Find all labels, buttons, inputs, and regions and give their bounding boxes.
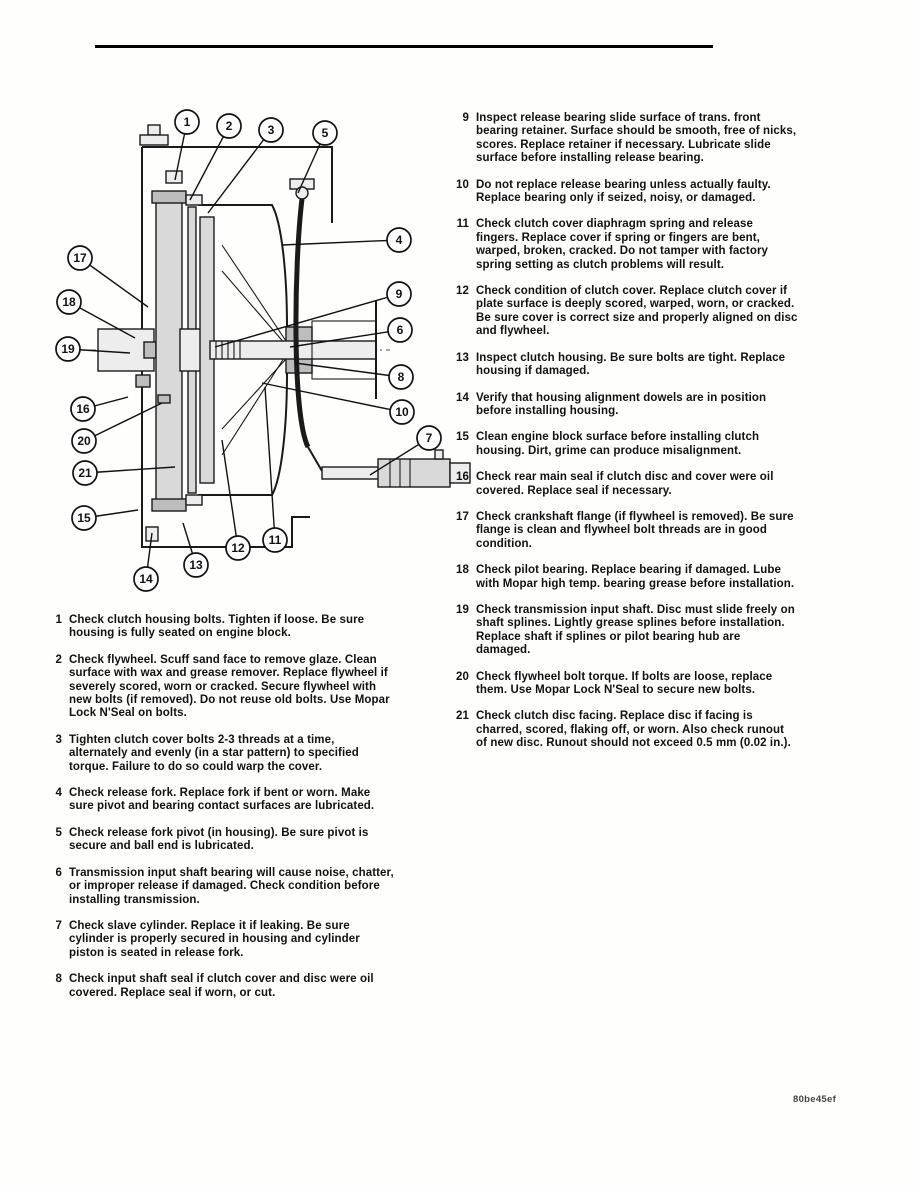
item-text: Inspect release bearing slide surface of trans. front bearing retainer. Surface should be smooth, free of nicks, scores. Replace retainer if necessary. Lubricate slide surface before installing release bearing. — [476, 112, 797, 165]
item-text: Check slave cylinder. Replace it if leaking. Be sure cylinder is properly secured in housing and cylinder piston is seated in release fork. — [69, 919, 360, 959]
housing-top-boss — [140, 135, 168, 145]
figure-reference-code: 80be45ef — [793, 1094, 837, 1105]
item-number: 13 — [456, 351, 469, 364]
callout-number: 10 — [395, 405, 409, 419]
callout-number: 20 — [77, 434, 91, 448]
item-number: 18 — [456, 564, 469, 577]
item-text: Check clutch housing bolts. Tighten if loose. Be sure housing is fully seated on engine block. — [69, 614, 365, 640]
item-number: 5 — [55, 826, 62, 839]
callout-number: 21 — [78, 466, 92, 480]
callout-9 — [215, 282, 411, 347]
callout-number: 13 — [189, 558, 203, 572]
instruction-item-7 — [55, 920, 395, 960]
instruction-item-9 — [456, 112, 798, 166]
item-text: Check rear main seal if clutch disc and cover were oil covered. Replace seal if necessary. — [476, 471, 774, 497]
instruction-item-21 — [456, 710, 798, 750]
item-text: Check input shaft seal if clutch cover and disc were oil covered. Replace seal if worn, or cut. — [69, 973, 374, 999]
callout-15 — [72, 506, 138, 530]
housing-bolt — [166, 171, 182, 183]
callout-1 — [175, 110, 199, 180]
instruction-item-5 — [55, 827, 395, 854]
item-number: 11 — [456, 218, 469, 231]
item-text: Do not replace release bearing unless actually faulty. Replace bearing only if seized, noisy, or damaged. — [476, 178, 771, 205]
ring-gear-top — [152, 191, 186, 203]
item-number: 3 — [55, 733, 62, 746]
callout-16 — [71, 397, 128, 421]
item-text: Tighten clutch cover bolts 2-3 threads at a time, alternately and evenly (in a star pattern) to specified torque. Failure to do so could warp the cover. — [69, 733, 359, 773]
item-number: 6 — [55, 866, 62, 879]
callout-number: 2 — [225, 119, 233, 133]
callout-number: 4 — [395, 233, 403, 247]
callout-number: 6 — [396, 323, 404, 337]
instruction-item-3 — [55, 734, 395, 774]
callout-number: 12 — [231, 541, 245, 555]
flywheel-bolt — [158, 395, 170, 403]
fork-pivot-ball — [296, 187, 308, 199]
item-number: 2 — [55, 653, 62, 666]
flywheel — [156, 201, 182, 501]
item-number: 4 — [55, 787, 62, 800]
item-number: 8 — [55, 973, 62, 986]
pushrod-clevis — [308, 447, 322, 471]
callout-number: 5 — [321, 126, 329, 140]
item-text: Inspect clutch housing. Be sure bolts are tight. Replace housing if damaged. — [476, 351, 786, 378]
instruction-item-4 — [55, 787, 395, 814]
item-number: 7 — [55, 919, 62, 932]
instructions-right-column — [456, 112, 798, 764]
item-number: 17 — [456, 510, 469, 523]
item-number: 20 — [456, 670, 469, 683]
top-rule — [95, 45, 713, 48]
instruction-item-16 — [456, 471, 798, 498]
item-text: Check condition of clutch cover. Replace clutch cover if plate surface is deeply scored, warped, worn, or cracked. Be sure cover is correct size and properly aligned on disc and flywheel. — [476, 285, 798, 338]
callout-number: 11 — [268, 533, 282, 547]
item-text: Verify that housing alignment dowels are in position before installing housing. — [476, 391, 767, 417]
callout-number: 18 — [62, 295, 76, 309]
callout-number: 8 — [397, 370, 405, 384]
item-number: 19 — [456, 603, 469, 616]
item-text: Check transmission input shaft. Disc must slide freely on shaft splines. Lightly grease splines before installation. Replace shaft if splines or pilot bearing hub are damaged. — [476, 603, 795, 657]
item-number: 9 — [462, 112, 469, 124]
item-number: 15 — [456, 431, 469, 444]
callout-number: 3 — [267, 123, 275, 137]
item-text: Check flywheel bolt torque. If bolts are loose, replace them. Use Mopar Lock N'Seal to secure new bolts. — [476, 670, 773, 696]
pilot-bearing — [144, 342, 156, 358]
bleeder-screw — [435, 450, 443, 459]
item-text: Check clutch disc facing. Replace disc if facing is charred, scored, flaking off, or worn. Also check runout of new disc. Runout should not exceed 0.5 mm (0.02 in.). — [476, 710, 791, 750]
instruction-item-11 — [456, 218, 798, 272]
instruction-item-1 — [55, 614, 395, 641]
item-text: Check pilot bearing. Replace bearing if damaged. Lube with Mopar high temp. bearing grease before installation. — [476, 564, 795, 590]
item-text: Check flywheel. Scuff sand face to remove glaze. Clean surface with wax and grease remover. Replace flywheel if severely scored, worn or cracked. Secure flywheel with new bolts (if removed). Do not reuse old bolts. Use Mopar Lock N'Seal on bolts. — [69, 653, 390, 720]
callout-number: 9 — [395, 287, 403, 301]
callout-number: 17 — [73, 251, 87, 265]
callout-number: 7 — [425, 431, 433, 445]
callout-13 — [183, 523, 208, 577]
callout-number: 16 — [76, 402, 90, 416]
item-text: Transmission input shaft bearing will cause noise, chatter, or improper release if damaged. Check condition before installing transmission. — [69, 866, 394, 906]
housing-top-bolt-head — [148, 125, 160, 135]
item-number: 21 — [456, 710, 469, 723]
item-text: Check clutch cover diaphragm spring and release fingers. Replace cover if spring or fingers are bent, warped, broken, cracked. Do not tamper with factory spring setting as clutch problems will result. — [476, 218, 769, 271]
cover-bolt-bottom — [186, 495, 202, 505]
callout-number: 19 — [61, 342, 75, 356]
callout-4 — [282, 228, 411, 252]
item-number: 12 — [456, 285, 469, 298]
instruction-item-20 — [456, 671, 798, 698]
instruction-item-13 — [456, 352, 798, 379]
instruction-item-17 — [456, 511, 798, 551]
callout-14 — [134, 533, 158, 591]
instruction-item-6 — [55, 867, 395, 907]
rear-main-seal — [136, 375, 150, 387]
instruction-item-8 — [55, 973, 395, 1000]
callout-12 — [222, 440, 250, 560]
instruction-item-10 — [456, 179, 798, 206]
callout-11 — [263, 387, 287, 552]
instruction-item-15 — [456, 431, 798, 458]
item-text: Check release fork pivot (in housing). Be sure pivot is secure and ball end is lubricated. — [69, 826, 369, 853]
clutch-diagram-svg — [40, 95, 510, 610]
callout-number: 14 — [139, 572, 153, 586]
instruction-item-2 — [55, 654, 395, 721]
input-shaft — [210, 341, 376, 359]
callout-number: 1 — [183, 115, 191, 129]
item-number: 1 — [55, 614, 62, 626]
instructions-left-column — [55, 614, 395, 1013]
item-text: Clean engine block surface before installing clutch housing. Dirt, grime can produce misalignment. — [476, 431, 760, 457]
callout-8 — [295, 363, 413, 389]
callout-number: 15 — [77, 511, 91, 525]
item-number: 16 — [456, 471, 469, 484]
instruction-item-19 — [456, 604, 798, 658]
clutch-diagram-figure — [40, 95, 510, 610]
ring-gear-bottom — [152, 499, 186, 511]
item-text: Check release fork. Replace fork if bent or worn. Make sure pivot and bearing contact surfaces are lubricated. — [69, 787, 375, 813]
slave-pushrod — [322, 467, 380, 479]
instruction-item-14 — [456, 392, 798, 419]
cover-bolt-top — [186, 195, 202, 205]
instruction-item-12 — [456, 285, 798, 339]
instruction-item-18 — [456, 564, 798, 591]
item-text: Check crankshaft flange (if flywheel is removed). Be sure flange is clean and flywheel bolt threads are in good condition. — [476, 510, 794, 550]
item-number: 14 — [456, 391, 469, 404]
item-number: 10 — [456, 178, 469, 191]
